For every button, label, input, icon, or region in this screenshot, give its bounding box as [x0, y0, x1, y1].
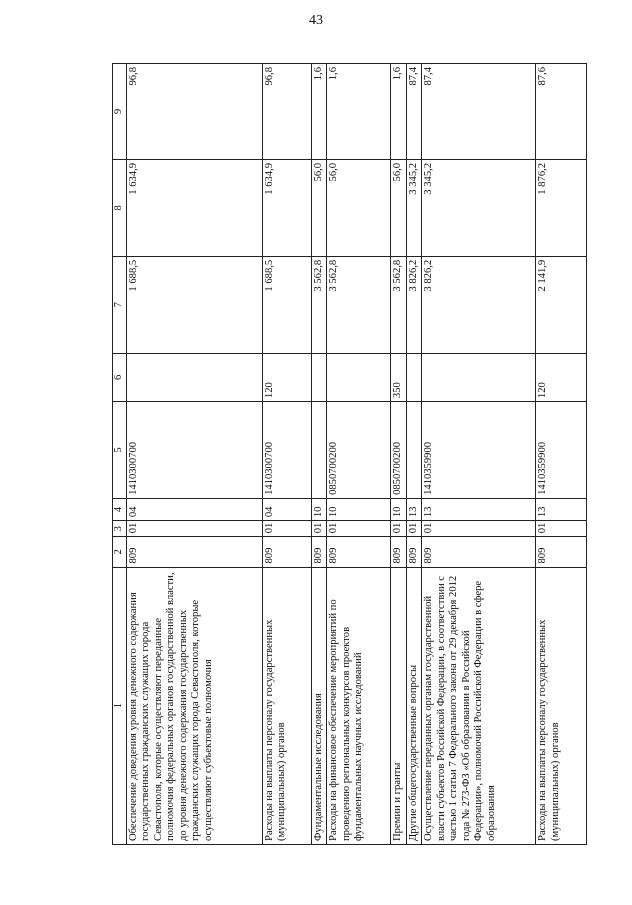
cell-percent: 87,6 [536, 64, 587, 160]
cell-target-code: 1410359900 [536, 402, 587, 499]
cell-percent: 1,6 [327, 64, 391, 160]
cell-expense-type [406, 353, 422, 401]
cell-plan: 3 562,8 [391, 256, 407, 353]
cell-percent: 1,6 [311, 64, 327, 160]
row-name: Расходы на финансовое обеспечение мероприятий по проведению региональных конкурсов проектов фундаментальных научных исследований [327, 567, 391, 844]
row-name: Фундаментальные исследования [311, 567, 327, 844]
cell-target-code: 1410359900 [422, 402, 536, 499]
cell-department: 809 [311, 537, 327, 567]
cell-department: 809 [126, 537, 262, 567]
cell-plan: 3 562,8 [311, 256, 327, 353]
cell-expense-type: 120 [536, 353, 587, 401]
cell-expense-type: 350 [391, 353, 407, 401]
cell-department: 809 [262, 537, 311, 567]
page-number: 43 [309, 13, 323, 28]
column-header-2: 2 [113, 537, 127, 567]
cell-department: 809 [536, 537, 587, 567]
cell-target-code: 0850700200 [391, 402, 407, 499]
column-header-3: 3 [113, 521, 127, 537]
table-container [112, 63, 561, 845]
cell-subsection: 13 [536, 498, 587, 520]
cell-plan: 1 688,5 [262, 256, 311, 353]
row-name: Премии и гранты [391, 567, 407, 844]
cell-subsection: 10 [327, 498, 391, 520]
cell-actual: 1 876,2 [536, 159, 587, 256]
row-name: Обеспечение доведения уровня денежного содержания государственных гражданских служащих города Севастополя, которые осуществляют переданные полномочия федеральных органов государственной власти, до уровня денежного содержания государственных гражданских служащих города Севастополя, которые осуществляют субъектовые полномочия [126, 567, 262, 844]
cell-target-code: 0850700200 [327, 402, 391, 499]
column-header-8: 8 [113, 159, 127, 256]
cell-section: 01 [327, 521, 391, 537]
cell-section: 01 [311, 521, 327, 537]
column-header-7: 7 [113, 256, 127, 353]
cell-expense-type [126, 353, 262, 401]
cell-department: 809 [391, 537, 407, 567]
cell-target-code [406, 402, 422, 499]
row-name: Осуществление переданных органам государственной власти субъектов Российской Федерации, в соответствии с частью 1 статьи 7 Федерального закона от 29 декабря 2012 года № 273-ФЗ «Об образовании в Российской Федерации», полномочий Российской Федерации в сфере образования [422, 567, 536, 844]
cell-section: 01 [536, 521, 587, 537]
row-name: Другие общегосударственные вопросы [406, 567, 422, 844]
column-header-4: 4 [113, 498, 127, 520]
cell-subsection: 04 [262, 498, 311, 520]
cell-plan: 1 688,5 [126, 256, 262, 353]
cell-target-code: 1410300700 [126, 402, 262, 499]
column-header-9: 9 [113, 64, 127, 160]
cell-percent: 96,8 [262, 64, 311, 160]
cell-actual: 56,0 [391, 159, 407, 256]
table-row [406, 64, 422, 845]
column-header-6: 6 [113, 353, 127, 401]
cell-department: 809 [327, 537, 391, 567]
table-row [311, 64, 327, 845]
column-header-5: 5 [113, 402, 127, 499]
cell-plan: 3 562,8 [327, 256, 391, 353]
cell-expense-type [311, 353, 327, 401]
table-row [536, 64, 587, 845]
table-row [391, 64, 407, 845]
cell-department: 809 [422, 537, 536, 567]
cell-percent: 87,4 [422, 64, 536, 160]
table-row [126, 64, 262, 845]
cell-actual: 56,0 [311, 159, 327, 256]
cell-section: 01 [262, 521, 311, 537]
budget-table [112, 63, 587, 845]
cell-actual: 56,0 [327, 159, 391, 256]
header-row [113, 64, 127, 845]
cell-subsection: 13 [422, 498, 536, 520]
cell-target-code [311, 402, 327, 499]
cell-actual: 3 345,2 [422, 159, 536, 256]
cell-department: 809 [406, 537, 422, 567]
cell-section: 01 [126, 521, 262, 537]
cell-percent: 87,4 [406, 64, 422, 160]
cell-plan: 3 826,2 [406, 256, 422, 353]
cell-plan: 3 826,2 [422, 256, 536, 353]
table-row [262, 64, 311, 845]
cell-subsection: 10 [311, 498, 327, 520]
cell-actual: 3 345,2 [406, 159, 422, 256]
cell-expense-type: 120 [262, 353, 311, 401]
cell-subsection: 10 [391, 498, 407, 520]
column-header-1: 1 [113, 567, 127, 844]
cell-subsection: 13 [406, 498, 422, 520]
table-row [327, 64, 391, 845]
cell-section: 01 [422, 521, 536, 537]
rotated-table [112, 63, 561, 845]
cell-expense-type [422, 353, 536, 401]
cell-section: 01 [391, 521, 407, 537]
row-name: Расходы на выплаты персоналу государственных (муниципальных) органов [262, 567, 311, 844]
cell-section: 01 [406, 521, 422, 537]
table-row [422, 64, 536, 845]
cell-percent: 1,6 [391, 64, 407, 160]
cell-percent: 96,8 [126, 64, 262, 160]
cell-actual: 1 634,9 [262, 159, 311, 256]
cell-target-code: 1410300700 [262, 402, 311, 499]
cell-subsection: 04 [126, 498, 262, 520]
cell-expense-type [327, 353, 391, 401]
row-name: Расходы на выплаты персоналу государственных (муниципальных) органов [536, 567, 587, 844]
cell-actual: 1 634,9 [126, 159, 262, 256]
cell-plan: 2 141,9 [536, 256, 587, 353]
